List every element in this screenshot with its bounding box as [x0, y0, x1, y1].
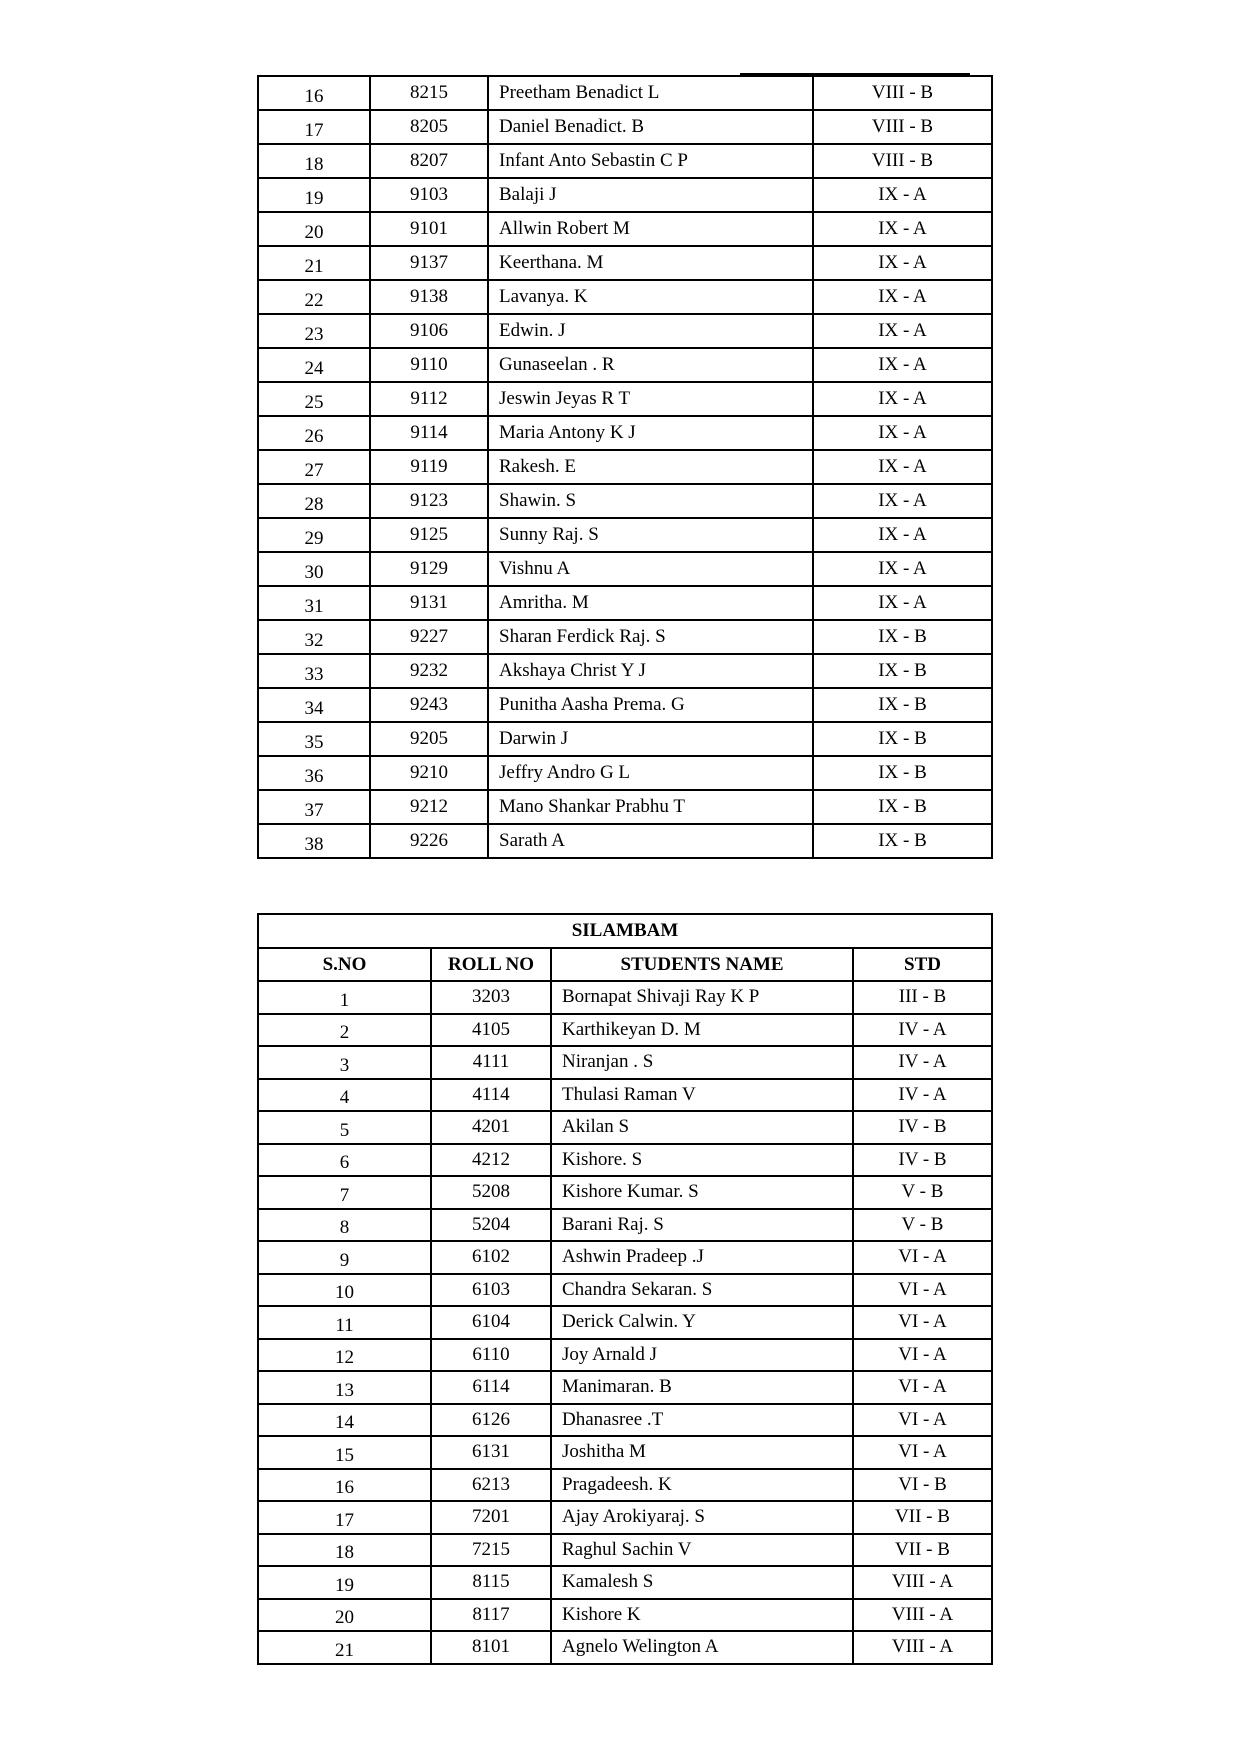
cell-std: IX - B [813, 790, 992, 824]
cell-student-name: Niranjan . S [551, 1046, 853, 1079]
cell-sno: 2 [258, 1014, 431, 1047]
table-row [258, 688, 992, 722]
cell-sno: 20 [258, 1599, 431, 1632]
cell-student-name: Balaji J [488, 178, 813, 212]
cell-roll-no: 6102 [431, 1241, 551, 1274]
cell-std: VIII - B [813, 110, 992, 144]
cell-roll-no: 9106 [370, 314, 488, 348]
cell-student-name: Pragadeesh. K [551, 1469, 853, 1502]
cell-sno: 33 [258, 654, 370, 688]
table-row [258, 1404, 992, 1437]
cell-std: VIII - A [853, 1566, 992, 1599]
cell-roll-no: 8205 [370, 110, 488, 144]
cell-roll-no: 9205 [370, 722, 488, 756]
cell-roll-no: 9226 [370, 824, 488, 858]
cell-std: VII - B [853, 1501, 992, 1534]
cell-student-name: Barani Raj. S [551, 1209, 853, 1242]
cell-student-name: Preetham Benadict L [488, 76, 813, 110]
cell-sno: 14 [258, 1404, 431, 1437]
table-row [258, 212, 992, 246]
cell-sno: 26 [258, 416, 370, 450]
cell-sno: 17 [258, 1501, 431, 1534]
cell-sno: 13 [258, 1371, 431, 1404]
table-row [258, 1566, 992, 1599]
cell-sno: 28 [258, 484, 370, 518]
cell-std: VIII - A [853, 1631, 992, 1664]
table-row [258, 1339, 992, 1372]
table-row [258, 518, 992, 552]
table-row [258, 1436, 992, 1469]
cell-sno: 25 [258, 382, 370, 416]
table-row [258, 348, 992, 382]
cell-student-name: Sharan Ferdick Raj. S [488, 620, 813, 654]
table-row [258, 722, 992, 756]
cell-std: IX - A [813, 382, 992, 416]
table-row [258, 824, 992, 858]
cell-std: IX - A [813, 212, 992, 246]
column-header-roll-no: ROLL NO [431, 948, 551, 981]
cell-std: IV - A [853, 1046, 992, 1079]
table-row [258, 981, 992, 1014]
cell-roll-no: 6131 [431, 1436, 551, 1469]
cell-student-name: Kishore. S [551, 1144, 853, 1177]
cell-std: VI - A [853, 1306, 992, 1339]
cell-student-name: Thulasi Raman V [551, 1079, 853, 1112]
cell-roll-no: 6110 [431, 1339, 551, 1372]
cell-sno: 38 [258, 824, 370, 858]
table-row [258, 1241, 992, 1274]
cell-roll-no: 9227 [370, 620, 488, 654]
cell-sno: 32 [258, 620, 370, 654]
cell-student-name: Shawin. S [488, 484, 813, 518]
cell-sno: 11 [258, 1306, 431, 1339]
cell-sno: 34 [258, 688, 370, 722]
cell-student-name: Raghul Sachin V [551, 1534, 853, 1567]
cell-std: VI - A [853, 1274, 992, 1307]
table-row [258, 1371, 992, 1404]
cell-sno: 6 [258, 1144, 431, 1177]
column-header-std: STD [853, 948, 992, 981]
cell-sno: 12 [258, 1339, 431, 1372]
table-row [258, 144, 992, 178]
cell-roll-no: 5204 [431, 1209, 551, 1242]
cell-sno: 9 [258, 1241, 431, 1274]
cell-roll-no: 6103 [431, 1274, 551, 1307]
table-row [258, 1176, 992, 1209]
cell-roll-no: 9232 [370, 654, 488, 688]
table-row [258, 1144, 992, 1177]
table-row [258, 1599, 992, 1632]
table-row [258, 76, 992, 110]
cell-student-name: Punitha Aasha Prema. G [488, 688, 813, 722]
cell-roll-no: 4111 [431, 1046, 551, 1079]
cell-student-name: Karthikeyan D. M [551, 1014, 853, 1047]
cell-roll-no: 4212 [431, 1144, 551, 1177]
cell-sno: 37 [258, 790, 370, 824]
table-row [258, 1469, 992, 1502]
cell-std: IX - A [813, 484, 992, 518]
cell-std: IX - B [813, 620, 992, 654]
cell-sno: 29 [258, 518, 370, 552]
cell-roll-no: 9119 [370, 450, 488, 484]
cell-student-name: Manimaran. B [551, 1371, 853, 1404]
cell-std: IX - B [813, 756, 992, 790]
table-row [258, 484, 992, 518]
cell-std: V - B [853, 1209, 992, 1242]
cell-student-name: Rakesh. E [488, 450, 813, 484]
table-row [258, 1014, 992, 1047]
cell-student-name: Akshaya Christ Y J [488, 654, 813, 688]
cell-sno: 20 [258, 212, 370, 246]
cell-std: IX - B [813, 824, 992, 858]
cell-std: VI - A [853, 1404, 992, 1437]
cell-student-name: Sunny Raj. S [488, 518, 813, 552]
cell-roll-no: 9129 [370, 552, 488, 586]
cell-student-name: Joy Arnald J [551, 1339, 853, 1372]
cell-roll-no: 9123 [370, 484, 488, 518]
cell-roll-no: 9114 [370, 416, 488, 450]
cell-roll-no: 6114 [431, 1371, 551, 1404]
cell-std: IX - A [813, 450, 992, 484]
cell-sno: 24 [258, 348, 370, 382]
cell-student-name: Agnelo Welington A [551, 1631, 853, 1664]
cell-student-name: Daniel Benadict. B [488, 110, 813, 144]
cell-sno: 15 [258, 1436, 431, 1469]
cell-roll-no: 4105 [431, 1014, 551, 1047]
cell-sno: 18 [258, 1534, 431, 1567]
student-table-continued-body [258, 76, 992, 858]
cell-sno: 5 [258, 1111, 431, 1144]
cell-roll-no: 9138 [370, 280, 488, 314]
cell-sno: 35 [258, 722, 370, 756]
cell-std: IV - A [853, 1079, 992, 1112]
cell-student-name: Edwin. J [488, 314, 813, 348]
table-row [258, 178, 992, 212]
cell-std: IV - A [853, 1014, 992, 1047]
cell-sno: 4 [258, 1079, 431, 1112]
cell-student-name: Dhanasree .T [551, 1404, 853, 1437]
cell-std: VIII - B [813, 144, 992, 178]
table-row [258, 790, 992, 824]
cell-std: IX - A [813, 586, 992, 620]
cell-std: VIII - A [853, 1599, 992, 1632]
cell-roll-no: 9110 [370, 348, 488, 382]
cell-roll-no: 9137 [370, 246, 488, 280]
cell-roll-no: 6126 [431, 1404, 551, 1437]
table-row [258, 382, 992, 416]
cell-sno: 3 [258, 1046, 431, 1079]
cell-sno: 22 [258, 280, 370, 314]
table-row [258, 246, 992, 280]
cell-sno: 31 [258, 586, 370, 620]
cell-std: IX - A [813, 314, 992, 348]
cell-roll-no: 5208 [431, 1176, 551, 1209]
cell-roll-no: 8207 [370, 144, 488, 178]
cell-std: IX - B [813, 722, 992, 756]
table-row [258, 110, 992, 144]
cell-std: VIII - B [813, 76, 992, 110]
table-row [258, 654, 992, 688]
cell-std: IX - A [813, 178, 992, 212]
table-row [258, 1306, 992, 1339]
table-row [258, 1534, 992, 1567]
cell-std: IV - B [853, 1144, 992, 1177]
column-header-students-name: STUDENTS NAME [551, 948, 853, 981]
cell-roll-no: 9112 [370, 382, 488, 416]
cell-roll-no: 4114 [431, 1079, 551, 1112]
cell-sno: 36 [258, 756, 370, 790]
cell-roll-no: 9243 [370, 688, 488, 722]
cell-student-name: Infant Anto Sebastin C P [488, 144, 813, 178]
table-row [258, 1079, 992, 1112]
cell-student-name: Maria Antony K J [488, 416, 813, 450]
silambam-title-row [258, 914, 992, 948]
cell-sno: 8 [258, 1209, 431, 1242]
cell-student-name: Kamalesh S [551, 1566, 853, 1599]
cell-sno: 21 [258, 1631, 431, 1664]
cell-std: VI - A [853, 1339, 992, 1372]
cell-student-name: Allwin Robert M [488, 212, 813, 246]
table-row [258, 314, 992, 348]
table-row [258, 620, 992, 654]
cell-student-name: Gunaseelan . R [488, 348, 813, 382]
cell-std: V - B [853, 1176, 992, 1209]
cell-sno: 27 [258, 450, 370, 484]
cell-std: IX - A [813, 246, 992, 280]
table-row [258, 450, 992, 484]
table-row [258, 416, 992, 450]
table-row [258, 280, 992, 314]
cell-std: VI - A [853, 1371, 992, 1404]
silambam-table-body [258, 981, 992, 1664]
column-header-sno: S.NO [258, 948, 431, 981]
cell-sno: 21 [258, 246, 370, 280]
cell-student-name: Akilan S [551, 1111, 853, 1144]
cell-student-name: Kishore K [551, 1599, 853, 1632]
cell-sno: 1 [258, 981, 431, 1014]
cell-sno: 18 [258, 144, 370, 178]
cell-sno: 23 [258, 314, 370, 348]
table-row [258, 1631, 992, 1664]
cell-student-name: Mano Shankar Prabhu T [488, 790, 813, 824]
cell-roll-no: 7215 [431, 1534, 551, 1567]
cell-student-name: Jeffry Andro G L [488, 756, 813, 790]
cell-sno: 7 [258, 1176, 431, 1209]
cell-roll-no: 9131 [370, 586, 488, 620]
silambam-table [257, 913, 993, 1665]
cell-roll-no: 8115 [431, 1566, 551, 1599]
cell-std: IX - A [813, 416, 992, 450]
cell-std: VII - B [853, 1534, 992, 1567]
cell-roll-no: 6104 [431, 1306, 551, 1339]
cell-roll-no: 9125 [370, 518, 488, 552]
cell-roll-no: 9212 [370, 790, 488, 824]
cell-student-name: Ajay Arokiyaraj. S [551, 1501, 853, 1534]
cell-student-name: Lavanya. K [488, 280, 813, 314]
cell-std: IV - B [853, 1111, 992, 1144]
cell-student-name: Sarath A [488, 824, 813, 858]
cell-student-name: Jeswin Jeyas R T [488, 382, 813, 416]
cell-sno: 19 [258, 1566, 431, 1599]
cell-std: IX - A [813, 348, 992, 382]
cell-sno: 17 [258, 110, 370, 144]
cell-roll-no: 9101 [370, 212, 488, 246]
table-row [258, 1111, 992, 1144]
cell-student-name: Chandra Sekaran. S [551, 1274, 853, 1307]
cell-std: VI - A [853, 1436, 992, 1469]
student-table-continued [257, 75, 993, 859]
cell-roll-no: 7201 [431, 1501, 551, 1534]
cell-sno: 19 [258, 178, 370, 212]
table-title: SILAMBAM [258, 914, 992, 948]
cell-std: IX - A [813, 280, 992, 314]
cell-roll-no: 3203 [431, 981, 551, 1014]
cell-student-name: Kishore Kumar. S [551, 1176, 853, 1209]
cell-student-name: Bornapat Shivaji Ray K P [551, 981, 853, 1014]
table-row [258, 586, 992, 620]
cell-std: IX - B [813, 654, 992, 688]
cell-roll-no: 8215 [370, 76, 488, 110]
cell-std: IX - A [813, 518, 992, 552]
cell-sno: 30 [258, 552, 370, 586]
table-row [258, 552, 992, 586]
cell-roll-no: 8101 [431, 1631, 551, 1664]
cell-student-name: Derick Calwin. Y [551, 1306, 853, 1339]
cell-std: VI - A [853, 1241, 992, 1274]
cell-sno: 16 [258, 76, 370, 110]
cell-student-name: Joshitha M [551, 1436, 853, 1469]
cell-student-name: Darwin J [488, 722, 813, 756]
table-row [258, 1046, 992, 1079]
table-row [258, 756, 992, 790]
cell-student-name: Vishnu A [488, 552, 813, 586]
cell-roll-no: 6213 [431, 1469, 551, 1502]
cell-student-name: Ashwin Pradeep .J [551, 1241, 853, 1274]
cell-roll-no: 4201 [431, 1111, 551, 1144]
cell-student-name: Keerthana. M [488, 246, 813, 280]
cell-roll-no: 9210 [370, 756, 488, 790]
table-row [258, 1501, 992, 1534]
cell-std: III - B [853, 981, 992, 1014]
cell-std: VI - B [853, 1469, 992, 1502]
table-row [258, 1274, 992, 1307]
cell-student-name: Amritha. M [488, 586, 813, 620]
cell-sno: 10 [258, 1274, 431, 1307]
cell-sno: 16 [258, 1469, 431, 1502]
cell-std: IX - A [813, 552, 992, 586]
table-row [258, 1209, 992, 1242]
cell-roll-no: 9103 [370, 178, 488, 212]
cell-std: IX - B [813, 688, 992, 722]
table-header-row [258, 948, 992, 981]
cell-roll-no: 8117 [431, 1599, 551, 1632]
